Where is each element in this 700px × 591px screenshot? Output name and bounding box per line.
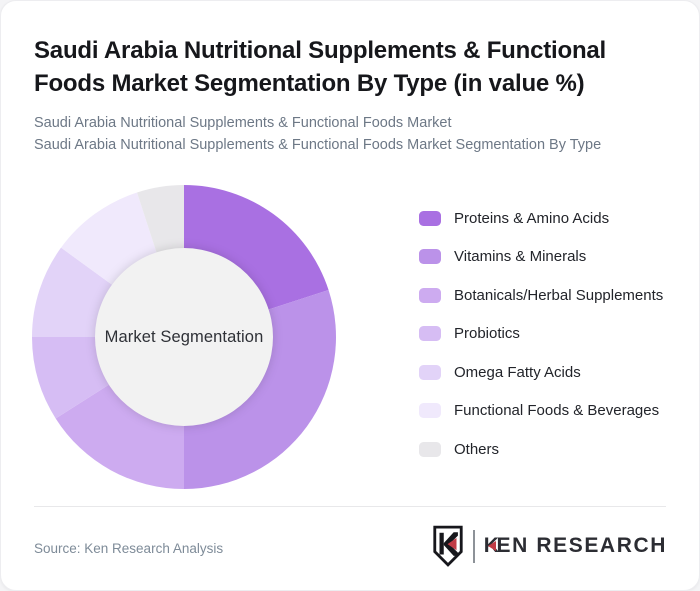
ken-research-logo [431,524,667,568]
legend-label: Proteins & Amino Acids [454,209,610,227]
legend-label: Functional Foods & Beverages [454,402,660,419]
donut-inner-circle [95,248,273,426]
legend-label: Others [454,440,500,458]
subtitle-line-1: Saudi Arabia Nutritional Supplements & Functional Foods Market [34,115,452,131]
shield-k-icon [431,524,465,568]
legend-swatch-icon [419,403,441,418]
donut-chart [32,185,336,489]
legend-swatch-icon [419,326,441,341]
legend-item-proteins-amino-acids[interactable] [419,210,663,226]
legend-swatch-icon [419,249,441,264]
source-text: Source: Ken Research Analysis [34,541,224,556]
legend-item-botanicals-herbal-supplements[interactable] [419,287,663,303]
legend-swatch-icon [419,365,441,380]
legend-swatch-icon [419,442,441,457]
legend-label: Vitamins & Minerals [454,248,587,265]
logo-letter-k: K [483,534,501,557]
legend-item-probiotics[interactable] [419,326,663,342]
legend-label: Omega Fatty Acids [454,363,581,381]
logo-divider [473,530,475,563]
logo-wordmark [484,534,667,558]
donut-center-label: Market Segmentation [104,327,264,346]
legend-label: Botanicals/Herbal Supplements [454,286,664,304]
legend-item-omega-fatty-acids[interactable] [419,364,663,380]
legend-label: Probiotics [454,325,520,342]
legend-swatch-icon [419,288,441,303]
logo-red-triangle-icon [488,541,496,551]
footer-divider [34,506,666,507]
legend-swatch-icon [419,211,441,226]
chart-legend [419,210,663,457]
legend-item-vitamins-minerals[interactable] [419,249,663,265]
chart-title: Saudi Arabia Nutritional Supplements & Functional Foods Market Segmentation By Type (in value %) [34,37,607,97]
logo-text-rest: EN RESEARCH [496,534,667,557]
chart-subtitles [34,113,601,156]
legend-item-functional-foods-beverages[interactable] [419,403,663,419]
subtitle-line-2: Saudi Arabia Nutritional Supplements & Functional Foods Market Segmentation By Type [34,136,602,153]
donut-svg [32,185,336,489]
legend-item-others[interactable] [419,441,663,457]
